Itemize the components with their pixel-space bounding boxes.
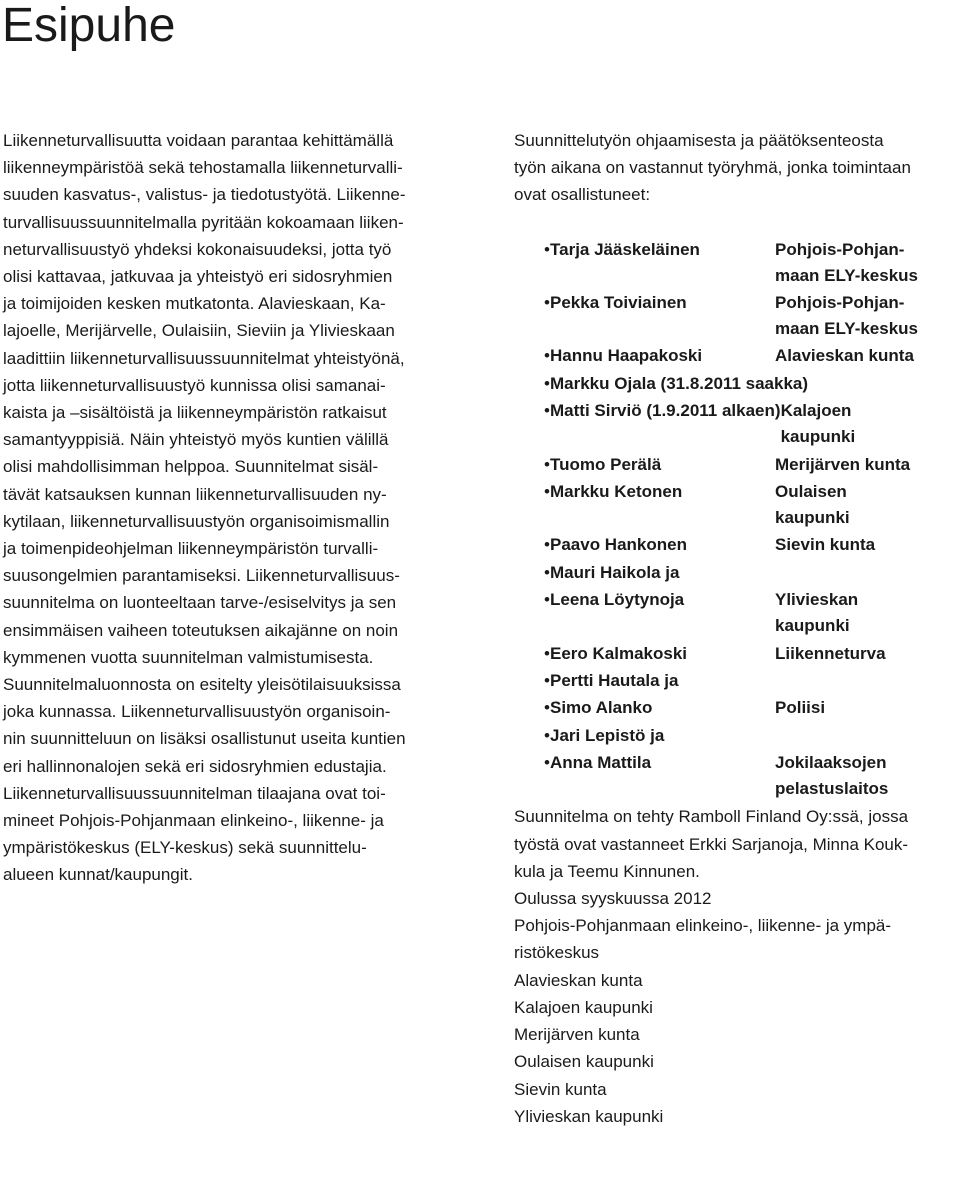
working-group-list [514, 237, 958, 802]
member-name: Simo Alanko [550, 698, 653, 718]
right-column [514, 127, 958, 1130]
member-item [514, 452, 958, 478]
member-organization: Liikenneturva [775, 643, 886, 663]
working-group-intro: Suunnittelutyön ohjaamisesta ja päätöksenteosta työn aikana on vastannut työryhmä, jonka toimintaan ovat osallistuneet: [514, 131, 911, 205]
member-name: Hannu Haapakoski [550, 346, 703, 366]
bullet-icon: • [544, 293, 550, 312]
member-organization: Kalajoen kaupunki [780, 401, 856, 447]
bullet-icon: • [544, 670, 550, 690]
member-name: Pekka Toiviainen [550, 293, 687, 312]
bullet-icon: • [544, 239, 550, 259]
member-name: Markku Ojala (31.8.2011 saakka) [550, 373, 809, 393]
bullet-icon: • [544, 725, 550, 745]
member-name: Markku Ketonen [550, 481, 683, 501]
member-organization: Sievin kunta [775, 535, 876, 555]
member-organization: Merijärven kunta [775, 454, 911, 474]
consultant-paragraph: Suunnitelma on tehty Ramboll Finland Oy:ssä, jossa työstä ovat vastanneet Erkki Sarjanoja, Minna Kouk- kula ja Teemu Kinnunen. [514, 807, 909, 881]
bullet-icon: • [544, 535, 550, 555]
member-item [514, 237, 958, 289]
place-date: Oulussa syyskuussa 2012 [514, 889, 712, 909]
commissioner-paragraph: Liikenneturvallisuussuunnitelman tilaajana ovat toi- mineet Pohjois-Pohjanmaan elinkeino-, liikenne- ja ympäristökeskus (ELY-keskus) sekä suunnittelu- alueen kunnat/kaupungit. [3, 783, 386, 885]
member-item [514, 290, 958, 342]
bullet-icon: • [544, 643, 550, 663]
member-item [514, 750, 958, 802]
member-name: Paavo Hankonen [550, 535, 687, 555]
bullet-icon: • [544, 373, 550, 393]
member-name: Pertti Hautala ja [550, 670, 679, 690]
member-name: Eero Kalmakoski [550, 643, 688, 663]
member-organization: Pohjois-Pohjan- maan ELY-keskus [775, 293, 919, 338]
member-item [514, 641, 958, 667]
member-item [514, 532, 958, 558]
member-item [514, 668, 958, 694]
member-name: Tarja Jääskeläinen [550, 239, 700, 259]
member-item [514, 398, 958, 450]
member-organization: Pohjois-Pohjan- maan ELY-keskus [775, 239, 919, 285]
member-organization: Alavieskan kunta [775, 346, 914, 366]
member-name: Leena Löytynoja [550, 590, 685, 610]
member-organization: Oulaisen kaupunki [775, 481, 850, 527]
member-item [514, 343, 958, 369]
member-name: Jari Lepistö ja [550, 725, 665, 745]
bullet-icon: • [544, 698, 550, 718]
member-name: Anna Mattila [550, 753, 652, 773]
member-item [514, 371, 958, 397]
bullet-icon: • [544, 401, 550, 421]
member-item [514, 723, 958, 749]
bullet-icon: • [544, 481, 550, 501]
member-organization: Poliisi [775, 698, 826, 718]
member-name: Matti Sirviö (1.9.2011 alkaen) [550, 401, 781, 421]
intro-paragraph: Liikenneturvallisuutta voidaan parantaa kehittämällä liikenneympäristöä sekä tehostamalla liikenneturvalli- suuden kasvatus-, valistus- ja tiedotustyötä. Liikenne- turvallisuussuunnitelmalla pyritään kokoamaan liiken- neturvallisuustyö yhdeksi kokonaisuudeksi, jotta työ olisi kattavaa, jatkuvaa ja yhteistyö eri sidosryhmien ja toimijoiden kesken mutkatonta. Alavieskaan, Ka- lajoelle, Merijärvelle, Oulaisiin, Sieviin ja Ylivieskaan laadittiin liikenneturvallisuussuunnitelmat yhteistyönä, jotta liikenneturvallisuustyö kunnissa olisi samanai- kaista ja –sisältöistä ja liikenneympäristön ratkaisut samantyyppisiä. Näin yhteistyö myös kuntien välillä olisi mahdollisimman helppoa. Suunnitelmat sisäl- tävät katsauksen kunnan liikenneturvallisuuden ny- kytilaan, liikenneturvallisuustyön organisoimismallin ja toimenpideohjelman liikenneympäristön turvalli- suusongelmien parantamiseksi. Liikenneturvallisuus- suunnitelma on luonteeltaan tarve-/esiselvitys ja sen ensimmäisen vaiheen toteutuksen aikajänne on noin kymmenen vuotta suunnitelman valmistumisesta. [3, 131, 406, 667]
member-organization: Jokilaaksojen pelastuslaitos [775, 753, 889, 799]
public-events-paragraph: Suunnitelmaluonnosta on esitelty yleisötilaisuuksissa joka kunnassa. Liikenneturvallisuustyön organisoin- nin suunnitteluun on lisäksi osallistunut useita kuntien eri hallinnonalojen sekä eri sidosryhmien edustajia. [3, 675, 406, 776]
member-item [514, 479, 958, 531]
member-item [514, 587, 958, 639]
bullet-icon: • [544, 454, 550, 474]
member-name: Mauri Haikola ja [550, 562, 680, 582]
bullet-icon: • [544, 753, 550, 773]
left-column [3, 127, 449, 889]
member-item [514, 695, 958, 721]
page-title: Esipuhe [2, 0, 176, 52]
signatories-list: Pohjois-Pohjanmaan elinkeino-, liikenne- ja ympä- ristökeskus Alavieskan kunta Kalajoen kaupunki Merijärven kunta Oulaisen kaupunki Sievin kunta Ylivieskan kaupunki [514, 916, 892, 1126]
member-item [514, 560, 958, 586]
bullet-icon: • [544, 590, 550, 610]
member-name: Tuomo Perälä [550, 454, 662, 474]
bullet-icon: • [544, 346, 550, 366]
member-organization: Ylivieskan kaupunki [775, 590, 859, 636]
bullet-icon: • [544, 562, 550, 582]
